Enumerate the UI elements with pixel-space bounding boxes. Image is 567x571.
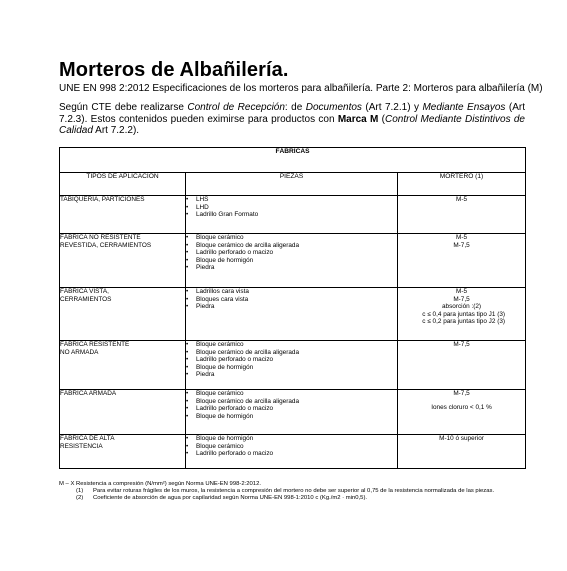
pieza-item: • Ladrillo perforado o macizo [186, 249, 397, 257]
pieza-item: • LHS [186, 196, 397, 204]
intro-text: (Art 7.2.3). Estos contenidos pueden eximirse para productos con [59, 102, 525, 125]
intro-italic: Mediante Ensayos [422, 102, 506, 113]
intro-text: ( [378, 113, 386, 125]
table-row [60, 341, 526, 390]
pieza-item: • Bloque cerámico [186, 390, 397, 398]
mortero-value: M-10 ó superior [439, 435, 484, 442]
table-row [60, 435, 526, 469]
page-title: Morteros de Albañilería. [59, 59, 289, 81]
pieza-item: • Bloque cerámico [186, 234, 397, 242]
mortero-cell [398, 234, 526, 288]
footnote-number: (2) [76, 495, 84, 502]
pieza-item: • Piedra [186, 264, 397, 272]
pieza-item: • Bloque de hormigón [186, 257, 397, 265]
mortero-value: M-7,5 [453, 295, 470, 303]
mortero-value: absorción :(2) [441, 303, 482, 311]
intro-text: Art 7.2.2). [92, 125, 140, 136]
intro-text: : de [284, 102, 306, 113]
tipo-line: FÁBRICA DE ALTA [60, 435, 115, 442]
mortero-cell [398, 435, 526, 469]
intro-bold: Marca M [337, 113, 379, 125]
table-row [60, 196, 526, 234]
intro-italic: Documentos [305, 102, 362, 113]
column-header-piezas: PIEZAS [186, 173, 398, 196]
tipo-cell [60, 196, 186, 234]
tipo-line: FÁBRICA RESISTENTE [60, 341, 130, 348]
mortero-cell [398, 390, 526, 435]
pieza-item: • Bloque cerámico de arcilla aligerada [186, 398, 397, 406]
tipo-line: TABIQUERÍA, PARTICIONES [60, 196, 145, 203]
intro-text: Según CTE debe realizarse [59, 102, 188, 113]
tipo-cell [60, 341, 186, 390]
mortero-cell [398, 196, 526, 234]
pieza-item: • Ladrillo perforado o macizo [186, 405, 397, 413]
column-header-tipos: TIPOS DE APLICACIÓN [60, 173, 186, 196]
tipo-line: CERRAMIENTOS [60, 295, 112, 303]
mortero-value: c ≤ 0,4 para juntas tipo J1 (3) [422, 310, 506, 318]
tipo-cell [60, 390, 186, 435]
mortero-value: c ≤ 0,2 para juntas tipo J2 (3) [422, 318, 506, 326]
mortero-cell [398, 288, 526, 341]
pieza-item: • Ladrillos cara vista [186, 288, 397, 296]
mortero-value: M-5 [456, 288, 468, 295]
footnote-number: (1) [76, 488, 84, 495]
footnote-text: Coeficiente de absorción de agua por capilaridad según Norma UNE-EN 998-1:2010 c (Kg./m2 · min0,5). [93, 495, 368, 502]
standard-reference: UNE EN 998 2:2012 Especificaciones de los morteros para albañilería. Parte 2: Morteros para albañilería (M) [59, 83, 543, 94]
table-row [60, 288, 526, 341]
pieza-item: • Bloque cerámico [186, 341, 397, 349]
mortero-value: M-7,5 [453, 390, 470, 397]
pieza-item: • Ladrillo perforado o macizo [186, 356, 397, 364]
intro-italic: Control de Recepción [187, 102, 285, 113]
tipo-line: FÁBRICA ARMADA [60, 390, 117, 397]
tipo-line: RESISTENCIA [60, 442, 103, 450]
pieza-item: • Bloque cerámico de arcilla aligerada [186, 349, 397, 357]
tipo-line: FÁBRICA NO RESISTENTE [60, 234, 141, 241]
tipo-cell [60, 234, 186, 288]
intro-text: (Art 7.2.1) y [361, 102, 423, 113]
pieza-item: • Bloque de hormigón [186, 413, 397, 421]
pieza-item: • Ladrillo Gran Formato [186, 211, 397, 219]
mortero-value: M-7,5 [453, 341, 470, 348]
pieza-item: • Piedra [186, 371, 397, 379]
footnote-item [59, 488, 529, 495]
pieza-item: • Bloque cerámico [186, 443, 397, 451]
mortero-value: M-5 [456, 196, 468, 203]
tipo-cell [60, 288, 186, 341]
mortero-cell [398, 341, 526, 390]
piezas-cell [186, 390, 398, 435]
intro-italic: Control Mediante Distintivos de Calidad [59, 113, 525, 136]
pieza-item: • Bloque cerámico de arcilla aligerada [186, 242, 397, 250]
piezas-cell [186, 234, 398, 288]
mortero-value: M-5 [456, 234, 468, 241]
footnotes [59, 481, 529, 503]
fabricas-table [59, 147, 526, 469]
pieza-item: • Bloques cara vista [186, 296, 397, 304]
piezas-cell [186, 196, 398, 234]
piezas-cell [186, 435, 398, 469]
piezas-cell [186, 288, 398, 341]
table-row [60, 234, 526, 288]
table-row [60, 390, 526, 435]
tipo-line: NO ARMADA [60, 348, 99, 356]
footnote-text: Para evitar roturas frágiles de los muros, la resistencia a compresión del mortero no debe ser superior al 0,75 de la resistencia normalizada de las piezas. [93, 488, 495, 495]
mortero-value: Iones cloruro < 0,1 % [431, 403, 492, 411]
footnote-main: M – X Resistencia a compresión (N/mm²) según Norma UNE-EN 998-2:2012. [59, 481, 261, 487]
tipo-line: FÁBRICA VISTA, [60, 288, 109, 295]
mortero-value: M-7,5 [453, 241, 470, 249]
pieza-item: • LHD [186, 204, 397, 212]
column-header-mortero: MORTERO (1) [398, 173, 526, 196]
tipo-cell [60, 435, 186, 469]
table-title: FÁBRICAS [60, 148, 526, 173]
pieza-item: • Ladrillo perforado o macizo [186, 450, 397, 458]
footnote-item [59, 495, 529, 502]
pieza-item: • Piedra [186, 303, 397, 311]
piezas-cell [186, 341, 398, 390]
pieza-item: • Bloque de hormigón [186, 364, 397, 372]
intro-paragraph [59, 102, 525, 137]
pieza-item: • Bloque de hormigón [186, 435, 397, 443]
tipo-line: REVESTIDA, CERRAMIENTOS [60, 241, 152, 249]
